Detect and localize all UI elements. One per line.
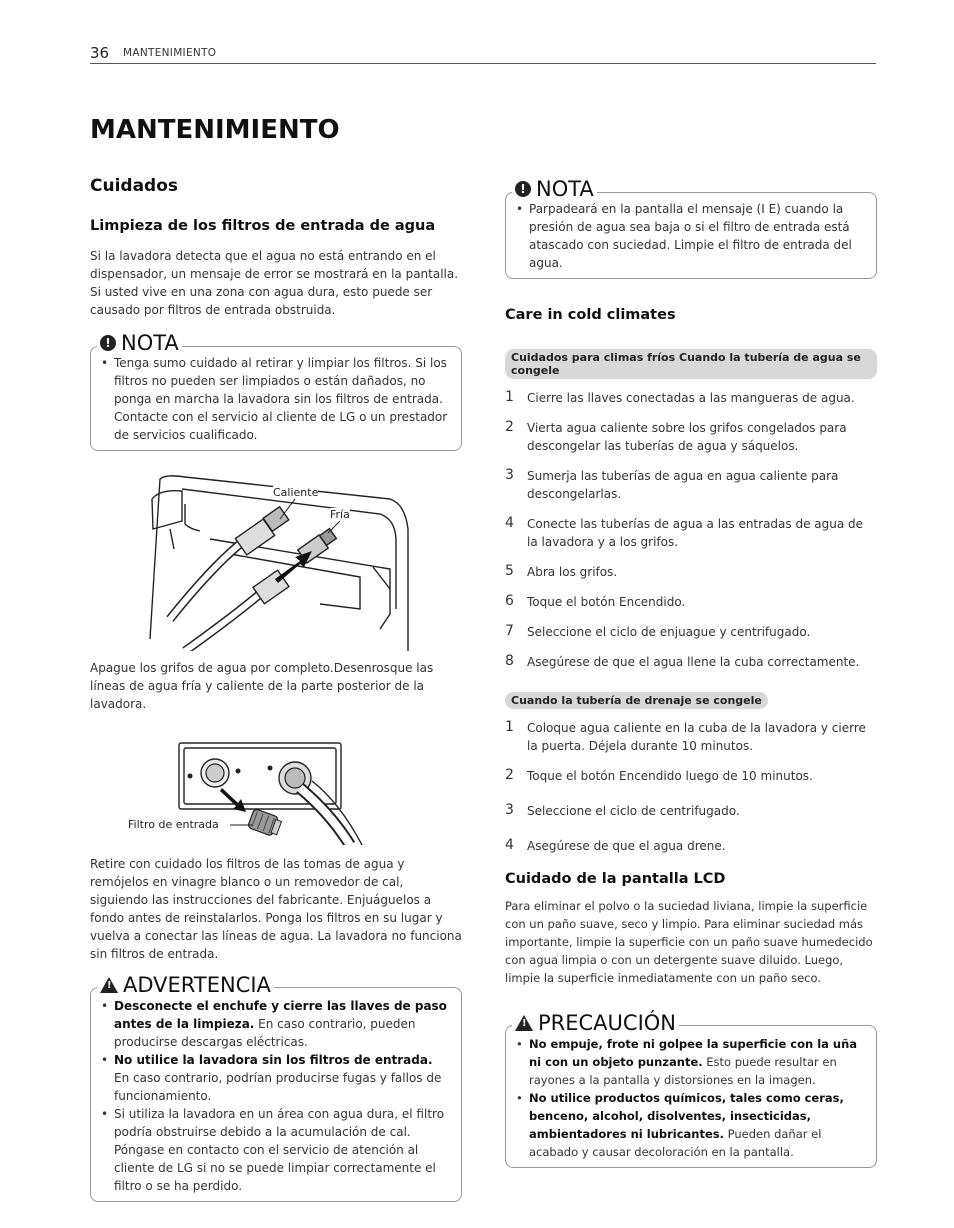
nota-box-filters	[90, 331, 462, 451]
left-column	[90, 176, 462, 1202]
nota-title	[97, 331, 182, 355]
page-title: MANTENIMIENTO	[90, 115, 340, 145]
advertencia-title-text: ADVERTENCIA	[123, 973, 271, 997]
warning-triangle-icon	[515, 1015, 533, 1031]
step-item: 3 Seleccione el ciclo de centrifugado.	[505, 802, 740, 818]
pill-drain: Cuando la tubería de drenaje se congele	[505, 692, 768, 709]
page-number: 36	[90, 44, 110, 62]
subheading-lcd: Cuidado de la pantalla LCD	[505, 871, 726, 887]
step-item: 4 Asegúrese de que el agua drene.	[505, 837, 726, 853]
step-item: 4 Conecte las tuberías de agua a las entradas de agua de la lavadora y a los grifos.	[505, 515, 864, 549]
step-item: 3 Sumerja las tuberías de agua en agua caliente para descongelarlas.	[505, 467, 839, 501]
nota-item: • Parpadeará en la pantalla el mensaje (I E) cuando la presión de agua sea baja o si el filtro de entrada está atascado con suciedad. Limpie el filtro de entrada del agua.	[516, 200, 866, 272]
advertencia-title	[97, 973, 274, 997]
figure-hoses	[90, 469, 462, 651]
figure-filter	[90, 733, 462, 845]
label-caliente: Caliente	[273, 486, 319, 499]
nota-item: • Tenga sumo cuidado al retirar y limpiar los filtros. Si los filtros no pueden ser limpiados o están dañados, no ponga en marcha la lavadora sin los filtros de entrada. Contacte con el servicio al cliente de LG o un prestador de servicios cualificado.	[101, 354, 451, 444]
advertencia-box	[90, 973, 462, 1202]
section-heading-cuidados: Cuidados	[90, 176, 179, 196]
step-item: 7 Seleccione el ciclo de enjuague y centrifugado.	[505, 623, 811, 639]
warning-triangle-icon	[100, 977, 118, 993]
exclamation-icon: !	[100, 335, 116, 351]
nota-box-display	[505, 177, 877, 279]
advertencia-item: • Si utiliza la lavadora en un área con agua dura, el filtro podría obstruirse debido a la acumulación de cal. Póngase en contacto con el servicio de atención al cliente de LG si no se puede limpiar correctamente el filtro o se ha perdido.	[101, 1105, 451, 1195]
advertencia-item: • No utilice la lavadora sin los filtros de entrada. En caso contrario, podrían producirse fugas y fallos de funcionamiento.	[101, 1051, 451, 1105]
step-item: 2 Toque el botón Encendido luego de 10 minutos.	[505, 767, 813, 783]
drain-steps	[505, 719, 877, 855]
step-item: 2 Vierta agua caliente sobre los grifos congelados para descongelar las tuberías de agua y sáquelos.	[505, 419, 847, 453]
step-item: 5 Abra los grifos.	[505, 563, 618, 579]
header-section-label: MANTENIMIENTO	[123, 47, 217, 59]
step-item: 6 Toque el botón Encendido.	[505, 593, 686, 609]
subheading-cold-climates: Care in cold climates	[505, 307, 676, 323]
precaucion-item: • No utilice productos químicos, tales como ceras, benceno, alcohol, disolventes, insecticidas, ambientadores ni lubricantes. Pueden dañar el acabado y causar decoloración en la pantalla.	[516, 1089, 866, 1161]
step-item: 1 Coloque agua caliente en la cuba de la lavadora y cierre la puerta. Déjela durante 10 minutos.	[505, 719, 866, 753]
figure2-caption: Retire con cuidado los filtros de las tomas de agua y remójelos en vinagre blanco o un removedor de cal, siguiendo las instrucciones del fabricante. Enjuáguelos a fondo antes de reinstalarlos. Ponga los filtros en su lugar y vuelva a conectar las líneas de agua. La lavadora no funciona sin filtros de entrada.	[90, 857, 462, 961]
intro-paragraph: Si la lavadora detecta que el agua no está entrando en el dispensador, un mensaje de error se mostrará en la pantalla. Si usted vive en una zona con agua dura, esto puede ser causado por filtros de entrada obstruida.	[90, 249, 459, 317]
nota-title	[512, 177, 597, 201]
precaucion-box	[505, 1011, 877, 1168]
step-item: 1 Cierre las llaves conectadas a las mangueras de agua.	[505, 389, 855, 405]
label-fria: Fría	[330, 508, 350, 521]
pill-freeze: Cuidados para climas fríos Cuando la tubería de agua se congele	[505, 349, 877, 379]
page-header	[90, 44, 876, 64]
right-column	[505, 176, 877, 1168]
freeze-steps	[505, 389, 877, 671]
nota-title-text: NOTA	[536, 177, 594, 201]
nota-title-text: NOTA	[121, 331, 179, 355]
advertencia-item: • Desconecte el enchufe y cierre las llaves de paso antes de la limpieza. En caso contrario, pueden producirse descargas eléctricas.	[101, 997, 451, 1051]
label-filtro: Filtro de entrada	[128, 818, 219, 831]
lcd-paragraph: Para eliminar el polvo o la suciedad liviana, limpie la superficie con un paño suave, seco y limpio. Para eliminar suciedad más importante, limpie la superficie con un paño suave humedecido con agua limpia o con un detergente suave diluido. Luego, limpie la superficie inmediatamente con un paño seco.	[505, 899, 873, 985]
figure1-caption: Apague los grifos de agua por completo.Desenrosque las líneas de agua fría y caliente de la parte posterior de la lavadora.	[90, 661, 434, 711]
step-item: 8 Asegúrese de que el agua llene la cuba correctamente.	[505, 653, 860, 669]
precaucion-title	[512, 1011, 679, 1035]
precaucion-title-text: PRECAUCIÓN	[538, 1011, 677, 1035]
precaucion-item: • No empuje, frote ni golpee la superficie con la uña ni con un objeto punzante. Esto puede resultar en rayones a la pantalla y distorsiones en la imagen.	[516, 1035, 866, 1089]
subheading-filters: Limpieza de los filtros de entrada de agua	[90, 218, 436, 234]
exclamation-icon: !	[515, 181, 531, 197]
